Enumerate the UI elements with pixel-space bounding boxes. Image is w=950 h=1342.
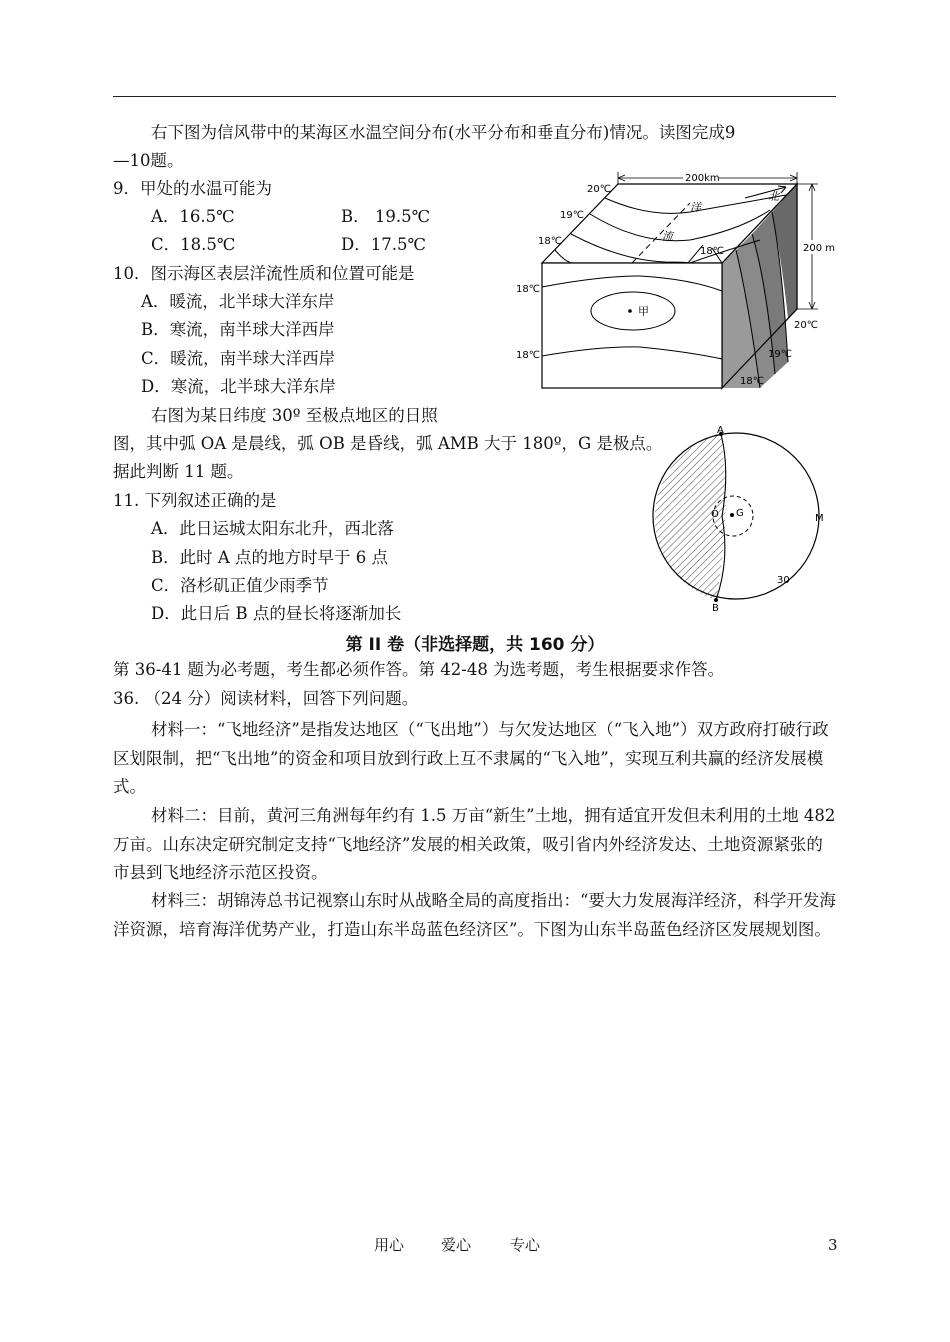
polar-illumination-diagram: [640, 422, 830, 614]
q36-material-1: 材料一：“飞地经济”是指发达地区（“飞出地”）与欠发达地区（“飞入地”）双方政府打破行政区划限制，把“飞出地”的资金和项目放到行政上互不隶属的“飞入地”，实现互利共赢的经济发展模式。: [113, 720, 829, 796]
q9-option-c: C．18.5℃: [151, 235, 236, 254]
intro-11-line3: 据此判断 11 题。: [113, 462, 244, 481]
q9-option-b: B． 19.5℃: [341, 207, 431, 226]
ocean-temperature-diagram: [510, 168, 840, 390]
depth-label: 200 m: [803, 243, 836, 254]
intro-11-line2: 图，其中弧 OA 是晨线，弧 OB 是昏线，弧 AMB 大于 180º，G 是极点。: [113, 434, 663, 453]
intro-9-10-line2: —10题。: [113, 151, 184, 170]
q11-stem: 11. 下列叙述正确的是: [113, 491, 277, 510]
footer-slogan-1: 用心: [374, 1236, 405, 1254]
label-20c-right: 20℃: [794, 320, 818, 331]
header-rule: [113, 96, 836, 97]
q11-option-b: B．此时 A 点的地方时早于 6 点: [151, 548, 389, 567]
q10-option-b: B．寒流，南半球大洋西岸: [141, 320, 335, 339]
intro-9-10-line1: 右下图为信风带中的某海区水温空间分布(水平分布和垂直分布)情况。读图完成9: [151, 123, 736, 142]
label-20c-top: 20℃: [587, 184, 611, 195]
q36-material-3: 材料三：胡锦涛总书记视察山东时从战略全局的高度指出：“要大力发展海洋经济，科学开发海洋资源，培育海洋优势产业，打造山东半岛蓝色经济区”。下图为山东半岛蓝色经济区发展规划图。: [113, 891, 836, 939]
q11-option-d: D．此日后 B 点的昼长将逐渐加长: [151, 604, 402, 623]
point-m-label: M: [815, 513, 824, 524]
label-jia: 甲: [638, 305, 649, 318]
label-18c-left-b: 18℃: [516, 350, 540, 361]
footer-slogan-3: 专心: [510, 1236, 541, 1254]
intro-11-line1: 右图为某日纬度 30º 至极点地区的日照: [151, 406, 438, 425]
label-current-1: 洋: [690, 201, 701, 214]
label-18c-mid: 18℃: [700, 246, 724, 257]
latitude-label: 30: [777, 575, 790, 586]
page-number: 3: [828, 1236, 838, 1254]
point-o-label: O: [711, 509, 719, 520]
footer-slogan-2: 爱心: [441, 1236, 472, 1254]
point-g-label: G: [736, 508, 744, 519]
q9-option-d: D．17.5℃: [341, 235, 426, 254]
q36-material-2: 材料二：目前，黄河三角洲每年约有 1.5 万亩“新生”土地，拥有适宜开发但未利用的土地 482 万亩。山东决定研究制定支持“飞地经济”发展的相关政策，吸引省内外经济发达、土地资源紧张的市县到飞地经济示范区投资。: [113, 806, 836, 882]
label-19c-right: 19℃: [768, 349, 792, 360]
q10-option-c: C．暖流，南半球大洋西岸: [141, 349, 336, 368]
q11-option-c: C．洛杉矶正值少雨季节: [151, 576, 329, 595]
section2-note: 第 36-41 题为必考题，考生都必须作答。第 42-48 为选考题，考生根据要求作答。: [113, 660, 725, 679]
section2-title: 第 II 卷（非选择题，共 160 分）: [345, 635, 605, 655]
q10-stem: 10．图示海区表层洋流性质和位置可能是: [113, 264, 415, 283]
q9-option-a: A．16.5℃: [151, 207, 235, 226]
q10-option-a: A．暖流，北半球大洋东岸: [141, 292, 335, 311]
label-north: 北: [768, 190, 779, 203]
label-current-2: 流: [662, 230, 673, 243]
point-b-label: B: [712, 603, 719, 614]
q9-stem: 9．甲处的水温可能为: [113, 179, 272, 198]
label-18c-right: 18℃: [740, 376, 764, 387]
width-label: 200km: [685, 173, 720, 184]
q36-stem: 36. （24 分）阅读材料，回答下列问题。: [113, 689, 419, 708]
label-18c-left-a: 18℃: [516, 284, 540, 295]
q10-option-d: D．寒流，北半球大洋东岸: [141, 377, 336, 396]
q11-option-a: A．此日运城太阳东北升，西北落: [151, 519, 394, 538]
point-a-label: A: [717, 425, 724, 436]
label-18c-top: 18℃: [538, 236, 562, 247]
label-19c-top: 19℃: [560, 210, 584, 221]
